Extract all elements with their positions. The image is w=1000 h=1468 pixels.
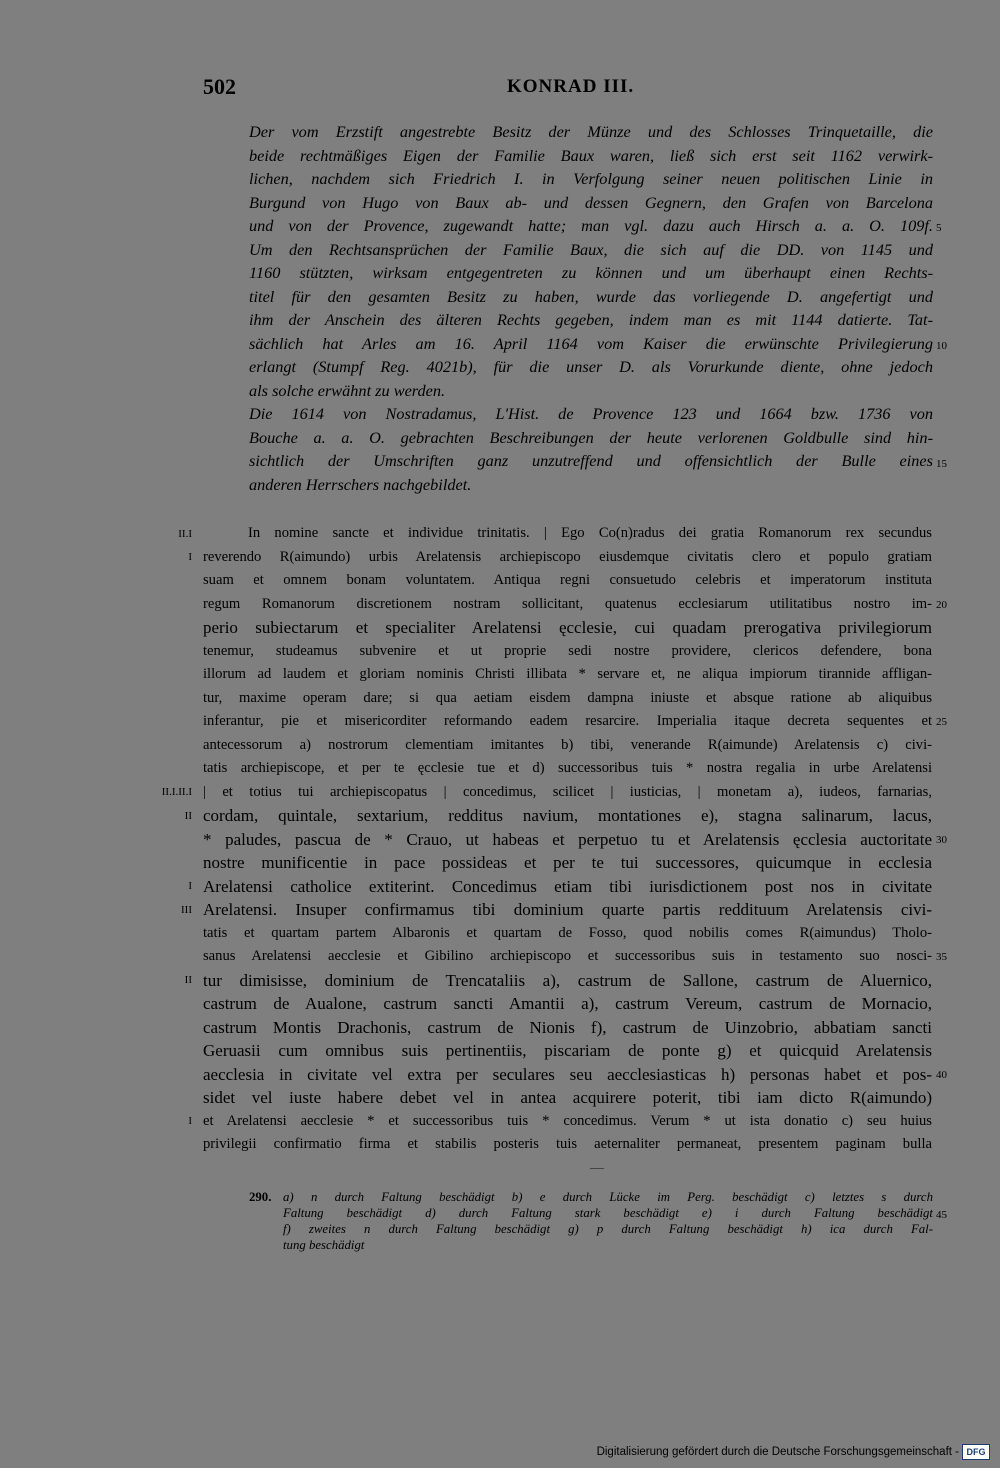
- charter-line: In nomine sancte et individue trinitatis. | Ego Co(n)radus dei gratia Romanorum rex secundus: [248, 525, 932, 541]
- intro-line: erlangt (Stumpf Reg. 4021b), für die unser D. als Vorurkunde diente, ohne jedoch: [249, 357, 933, 376]
- funding-credit: [597, 1444, 990, 1460]
- charter-line: sanus Arelatensi aecclesie et Gibilino archiepiscopo et successoribus suis in testamento suo nosci-: [203, 948, 932, 964]
- footnote-line: tung beschädigt: [283, 1238, 365, 1252]
- charter-line: regum Romanorum discretionem nostram sollicitant, quatenus ecclesiarum utilitatibus nostro im-: [203, 595, 932, 612]
- intro-line: Der vom Erzstift angestrebte Besitz der Münze und des Schlosses Trinquetaille, die: [249, 122, 933, 141]
- intro-line: ihm der Anschein des älteren Rechts gegeben, indem man es mit 1144 datierte. Tat-: [249, 310, 933, 329]
- charter-line: castrum de Aualone, castrum sancti Amantii a), castrum Vereum, castrum de Mornacio,: [203, 994, 932, 1013]
- intro-line: anderen Herrschers nachgebildet.: [249, 474, 472, 494]
- margin-note: I: [188, 880, 192, 892]
- page-number: 502: [203, 74, 236, 99]
- charter-line: | et totius tui archiepiscopatus | concedimus, scilicet | iusticias, | monetam a), iudeos, farnarias,: [203, 783, 932, 800]
- footnote-line: a) n durch Faltung beschädigt b) e durch Lücke im Perg. beschädigt c) letztes s durch: [283, 1190, 933, 1204]
- intro-line: sächlich hat Arles am 16. April 1164 vom Kaiser die erwünschte Privilegierung: [249, 333, 933, 353]
- margin-note: I: [188, 551, 192, 563]
- charter-line: * paludes, pascua de * Crauo, ut habeas et perpetuo tu et Arelatensis ęcclesia auctoritate: [203, 829, 932, 849]
- line-number: 40: [936, 1069, 947, 1081]
- intro-line: als solche erwähnt zu werden.: [249, 380, 446, 400]
- intro-line: Die 1614 von Nostradamus, L'Hist. de Provence 123 und 1664 bzw. 1736 von: [249, 404, 933, 423]
- charter-line: et Arelatensi aecclesie * et successoribus tuis * concedimus. Verum * ut ista donatio c) seu huius: [203, 1112, 932, 1129]
- charter-line: castrum Montis Drachonis, castrum de Nionis f), castrum de Uinzobrio, abbatiam sancti: [203, 1017, 932, 1037]
- charter-line: Arelatensi catholice extiterint. Concedimus etiam tibi iurisdictionem post nos in civitate: [203, 876, 932, 896]
- line-number: 35: [936, 951, 947, 963]
- charter-line: illorum ad laudem et gloriam nominis Christi illibata * servare et, ne aliqua impiorum tirannide affligan-: [203, 666, 932, 682]
- charter-line: tenemur, studeamus subvenire et ut proprie sedi nostre providere, clericos defendere, bona: [203, 642, 932, 659]
- intro-line: 1160 stützten, wirksam entgegentreten zu können und um überhaupt einen Rechts-: [249, 263, 933, 282]
- line-number: 5: [936, 222, 942, 234]
- line-number: 45: [936, 1209, 947, 1221]
- dfg-logo: DFG: [962, 1444, 990, 1460]
- margin-note: II.I.II.I: [161, 786, 192, 798]
- line-number: 30: [936, 834, 947, 846]
- charter-line: tur, maxime operam dare; si qua aetiam eisdem dampna iniuste et absque ratione ab aliquibus: [203, 689, 932, 706]
- line-number: 20: [936, 599, 947, 611]
- charter-line: inferantur, pie et misericorditer reformando eadem resarcire. Imperialia itaque decreta sequentes et: [203, 713, 932, 729]
- charter-line: nostre munificentie in pace possideas et per te tui successores, quicumque in ecclesia: [203, 853, 932, 872]
- charter-line: reverendo R(aimundo) urbis Arelatensis archiepiscopo eiusdemque civitatis clero et populo gratiam: [203, 548, 932, 565]
- footnote-line: Faltung beschädigt d) durch Faltung stark beschädigt e) i durch Faltung beschädigt: [283, 1206, 933, 1220]
- document-number: 290.: [249, 1190, 272, 1204]
- intro-line: titel für den gesamten Besitz zu haben, wurde das vorliegende D. angefertigt und: [249, 286, 933, 306]
- line-number: 25: [936, 716, 947, 728]
- intro-line: beide rechtmäßiges Eigen der Familie Baux waren, ließ sich erst seit 1162 verwirk-: [249, 145, 933, 165]
- charter-line: cordam, quintale, sextarium, redditus navium, montationes e), stagna salinarum, lacus,: [203, 806, 932, 825]
- charter-line: sidet vel iuste habere debet vel in antea acquirere poterit, tibi iam dicto R(aimundo): [203, 1088, 932, 1107]
- footnote-divider: [590, 1168, 604, 1169]
- intro-line: lichen, nachdem sich Friedrich I. in Verfolgung seiner neuen politischen Linie in: [249, 169, 933, 188]
- footnote-line: f) zweites n durch Faltung beschädigt g) p durch Faltung beschädigt h) ica durch Fal-: [283, 1222, 933, 1236]
- charter-line: tatis et quartam partem Albaronis et quartam de Fosso, quod nobilis comes R(aimundus) Tholo-: [203, 924, 932, 941]
- credit-text: Digitalisierung gefördert durch die Deutsche Forschungsgemeinschaft -: [596, 1446, 959, 1458]
- intro-line: sichtlich der Umschriften ganz unzutreffend und offensichtlich der Bulle eines: [249, 451, 933, 470]
- charter-line: privilegii confirmatio firma et stabilis posteris tuis aeternaliter permaneat, presentem paginam bulla: [203, 1136, 932, 1152]
- margin-note: II: [184, 810, 192, 822]
- charter-line: antecessorum a) nostrorum clementiam imitantes b) tibi, venerande R(aimunde) Arelatensis c) civi-: [203, 736, 932, 753]
- charter-line: tur dimisisse, dominium de Trencataliis a), castrum de Sallone, castrum de Aluernico,: [203, 970, 932, 990]
- margin-note: II.I: [178, 528, 192, 540]
- intro-line: Burgund von Hugo von Baux ab- und dessen Gegnern, den Grafen von Barcelona: [249, 192, 933, 212]
- margin-note: II: [184, 974, 192, 986]
- intro-line: Um den Rechtsansprüchen der Familie Baux, die sich auf die DD. von 1145 und: [249, 239, 933, 259]
- line-number: 10: [936, 340, 947, 352]
- charter-line: tatis archiepiscope, et per te ęcclesie tue et d) successoribus tuis * nostra regalia in urbe Arelatensi: [203, 760, 932, 776]
- running-title: KONRAD III.: [507, 76, 635, 97]
- charter-line: Geruasii cum omnibus suis pertinentiis, piscariam de ponte g) et quicquid Arelatensis: [203, 1041, 932, 1060]
- charter-line: aecclesia in civitate vel extra per seculares seu aecclesiasticas h) personas habet et pos-: [203, 1064, 932, 1084]
- intro-line: und von der Provence, zugewandt hatte; man vgl. dazu auch Hirsch a. a. O. 109f.: [249, 216, 933, 235]
- margin-note: III: [181, 904, 192, 916]
- line-number: 15: [936, 458, 947, 470]
- charter-line: suam et omnem bonam voluntatem. Antiqua regni consuetudo celebris et imperatorum instituta: [203, 572, 932, 588]
- intro-line: Bouche a. a. O. gebrachten Beschreibungen der heute verlorenen Goldbulle sind hin-: [249, 427, 933, 447]
- charter-line: Arelatensi. Insuper confirmamus tibi dominium quarte partis reddituum Arelatensis civi-: [203, 900, 932, 919]
- charter-line: perio subiectarum et specialiter Arelatensi ęcclesie, cui quadam prerogativa privilegiorum: [203, 618, 932, 637]
- margin-note: I: [188, 1115, 192, 1127]
